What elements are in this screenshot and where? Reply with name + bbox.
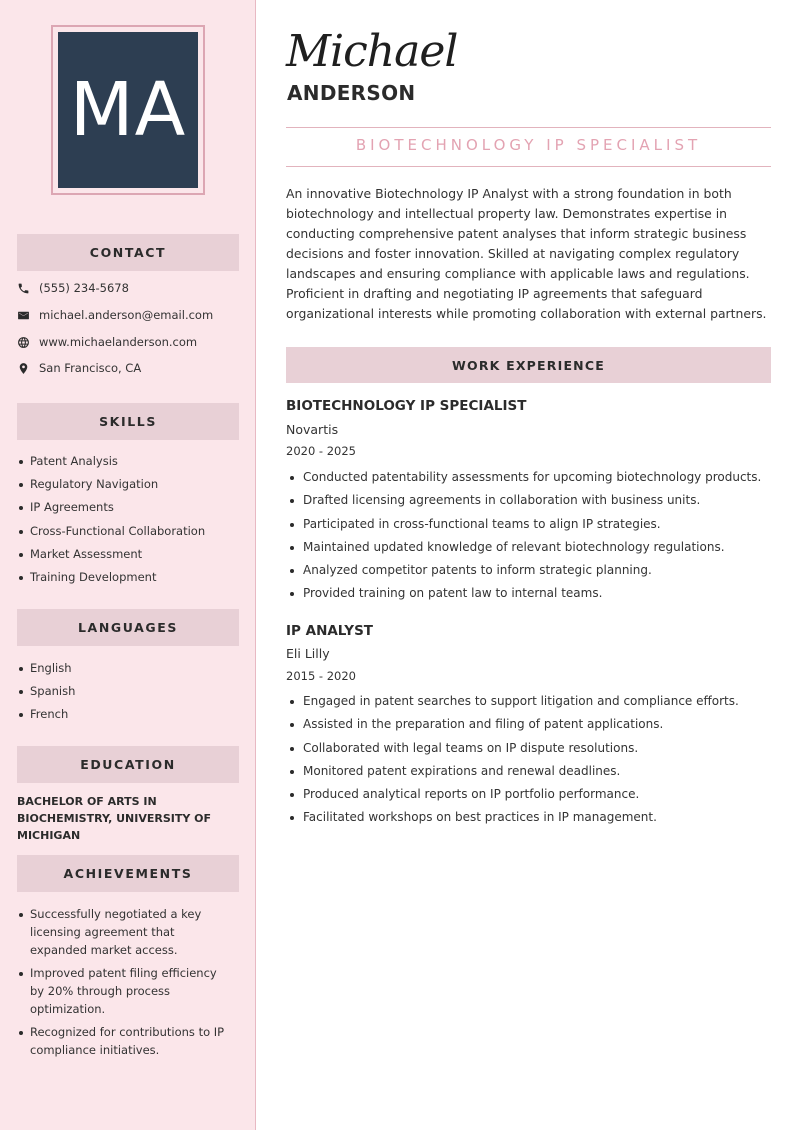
- languages-list: [17, 659, 237, 723]
- list-item: Cross-Functional Collaboration: [17, 522, 237, 540]
- list-item: Provided training on patent law to internal teams.: [286, 582, 776, 605]
- phone-icon: [17, 282, 30, 295]
- list-item: Market Assessment: [17, 545, 237, 563]
- location-pin-icon: [17, 362, 30, 375]
- list-item: Regulatory Navigation: [17, 475, 237, 493]
- list-item: Facilitated workshops on best practices in IP management.: [286, 806, 776, 829]
- sidebar: [0, 0, 256, 1130]
- monogram: MA: [58, 32, 198, 188]
- job-dates: 2020 - 2025: [286, 444, 356, 458]
- website-text[interactable]: www.michaelanderson.com: [39, 335, 198, 349]
- work-experience-heading: WORK EXPERIENCE: [286, 347, 771, 383]
- list-item: Collaborated with legal teams on IP dispute resolutions.: [286, 737, 776, 760]
- contact-phone: [17, 278, 129, 298]
- education-heading: EDUCATION: [17, 746, 239, 783]
- list-item: Engaged in patent searches to support litigation and compliance efforts.: [286, 690, 776, 713]
- list-item: Successfully negotiated a key licensing agreement that expanded market access.: [17, 905, 232, 959]
- email-icon: [17, 309, 30, 322]
- list-item: Produced analytical reports on IP portfolio performance.: [286, 783, 776, 806]
- contact-location: [17, 358, 141, 378]
- skills-heading: SKILLS: [17, 403, 239, 440]
- languages-heading: LANGUAGES: [17, 609, 239, 646]
- list-item: IP Agreements: [17, 498, 237, 516]
- list-item: Monitored patent expirations and renewal deadlines.: [286, 760, 776, 783]
- divider: [286, 166, 771, 167]
- list-item: Assisted in the preparation and filing of patent applications.: [286, 713, 776, 736]
- globe-icon: [17, 336, 30, 349]
- list-item: Patent Analysis: [17, 452, 237, 470]
- list-item: Spanish: [17, 682, 237, 700]
- name-first: Michael: [286, 26, 458, 77]
- list-item: English: [17, 659, 237, 677]
- skills-list: [17, 452, 237, 586]
- contact-heading: CONTACT: [17, 234, 239, 271]
- divider: [286, 127, 771, 128]
- email-text[interactable]: michael.anderson@email.com: [39, 308, 214, 322]
- job-company: Novartis: [286, 422, 339, 437]
- monogram-frame: [51, 25, 205, 195]
- list-item: French: [17, 705, 237, 723]
- job-bullets: [286, 690, 776, 830]
- list-item: Participated in cross-functional teams to align IP strategies.: [286, 513, 776, 536]
- job-bullets: [286, 466, 776, 606]
- list-item: Improved patent filing efficiency by 20% through process optimization.: [17, 964, 232, 1018]
- contact-website: [17, 332, 197, 352]
- contact-email: [17, 305, 213, 325]
- list-item: Drafted licensing agreements in collaboration with business units.: [286, 489, 776, 512]
- job-role: IP ANALYST: [286, 623, 374, 639]
- job-company: Eli Lilly: [286, 646, 330, 661]
- job-dates: 2015 - 2020: [286, 669, 356, 683]
- location-text: San Francisco, CA: [39, 361, 142, 375]
- job-role: BIOTECHNOLOGY IP SPECIALIST: [286, 398, 527, 414]
- achievements-list: [17, 905, 232, 1059]
- phone-text: (555) 234-5678: [39, 281, 129, 295]
- achievements-heading: ACHIEVEMENTS: [17, 855, 239, 892]
- name-last: ANDERSON: [287, 81, 416, 105]
- list-item: Maintained updated knowledge of relevant biotechnology regulations.: [286, 536, 776, 559]
- job-title: BIOTECHNOLOGY IP SPECIALIST: [355, 136, 702, 154]
- list-item: Training Development: [17, 568, 237, 586]
- list-item: Conducted patentability assessments for upcoming biotechnology products.: [286, 466, 776, 489]
- list-item: Analyzed competitor patents to inform strategic planning.: [286, 559, 776, 582]
- list-item: Recognized for contributions to IP compliance initiatives.: [17, 1023, 232, 1059]
- education-degree: BACHELOR OF ARTS IN BIOCHEMISTRY, UNIVERSITY OF MICHIGAN: [17, 795, 212, 842]
- summary: An innovative Biotechnology IP Analyst with a strong foundation in both biotechnology and intellectual property law. Demonstrates expertise in conducting comprehensive patent analyses that inform strategic business decisions and foster innovation. Skilled at navigating complex regulatory landscapes and ensuring compliance with applicable laws and regulations. Proficient in drafting and negotiating IP agreements that safeguard organizational interests while promoting collaboration with external partners.: [286, 186, 767, 321]
